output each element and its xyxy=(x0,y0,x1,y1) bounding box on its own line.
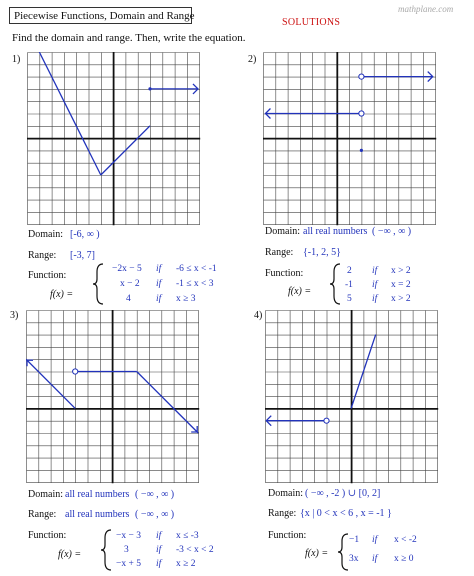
p1-case-3-expr: 4 xyxy=(126,294,131,304)
p1-case-1-if: if xyxy=(156,264,162,274)
p4-range-value: {x | 0 < x < 6 , x = -1 } xyxy=(300,508,392,519)
p1-domain-label: Domain: xyxy=(28,229,63,240)
worksheet-title: Piecewise Functions, Domain and Range xyxy=(9,7,192,24)
graph-2-open-point-lower xyxy=(359,111,364,116)
p2-case-3-cond: x > 2 xyxy=(391,294,411,304)
p1-case-3-cond: x ≥ 3 xyxy=(176,294,196,304)
p4-case-1-if: if xyxy=(372,535,378,545)
graph-2-point xyxy=(360,149,363,152)
p2-fx: f(x) = xyxy=(288,286,312,297)
p1-case-3-if: if xyxy=(156,294,162,304)
p2-case-2-expr: -1 xyxy=(345,280,353,290)
p4-case-2-cond: x ≥ 0 xyxy=(394,554,414,564)
problem-4-number: 4) xyxy=(254,310,263,321)
p2-function-label: Function: xyxy=(265,268,304,279)
brand-watermark: mathplane.com xyxy=(398,4,454,14)
p2-case-3-expr: 5 xyxy=(347,294,352,304)
p2-range-value: {-1, 2, 5} xyxy=(303,247,341,258)
p3-case-3-expr: −x + 5 xyxy=(116,559,141,569)
p1-brace xyxy=(92,262,106,306)
p3-case-1-expr: −x − 3 xyxy=(116,531,141,541)
p2-range-label: Range: xyxy=(265,247,294,258)
p3-case-2-cond: -3 < x < 2 xyxy=(176,545,214,555)
p4-case-2-expr: 3x xyxy=(349,554,359,564)
p2-domain-interval: ( −∞ , ∞ ) xyxy=(372,226,412,237)
graph-1-segment-1 xyxy=(39,52,101,175)
p4-function-label: Function: xyxy=(268,530,307,541)
p1-fx: f(x) = xyxy=(50,289,74,300)
p1-domain-value: [-6, ∞ ) xyxy=(70,229,100,240)
p3-case-3-if: if xyxy=(156,559,162,569)
p3-fx: f(x) = xyxy=(58,549,82,560)
p4-range-label: Range: xyxy=(268,508,297,519)
p2-case-3-if: if xyxy=(372,294,378,304)
problem-3-number: 3) xyxy=(10,310,19,321)
graph-3 xyxy=(26,310,204,487)
p3-case-1-cond: x ≤ -3 xyxy=(176,531,199,541)
graph-2 xyxy=(263,52,441,230)
p4-case-1-expr: −1 xyxy=(349,535,360,545)
graph-1 xyxy=(27,52,205,230)
p4-domain-value: ( −∞ , -2 ) ∪ [0, 2] xyxy=(305,488,381,499)
p4-fx: f(x) = xyxy=(305,548,329,559)
solutions-heading: SOLUTIONS xyxy=(282,17,341,28)
graph-4-open-point xyxy=(324,418,329,423)
p1-range-value: [-3, 7] xyxy=(70,250,95,261)
p2-domain-label: Domain: xyxy=(265,226,300,237)
instructions: Find the domain and range. Then, write the equation. xyxy=(12,32,246,44)
p1-case-1-cond: -6 ≤ x < -1 xyxy=(176,264,217,274)
p1-case-2-cond: -1 ≤ x < 3 xyxy=(176,279,214,289)
p3-range-interval: ( −∞ , ∞ ) xyxy=(135,509,175,520)
p3-function-label: Function: xyxy=(28,530,67,541)
p1-function-label: Function: xyxy=(28,270,67,281)
graph-1-segment-2 xyxy=(101,126,150,175)
p3-case-3-cond: x ≥ 2 xyxy=(176,559,196,569)
p2-domain-value: all real numbers xyxy=(303,226,368,237)
p3-range-label: Range: xyxy=(28,509,57,520)
p2-case-1-cond: x > 2 xyxy=(391,266,411,276)
p3-domain-label: Domain: xyxy=(28,489,63,500)
p1-case-2-if: if xyxy=(156,279,162,289)
p3-case-2-expr: 3 xyxy=(124,545,129,555)
graph-4 xyxy=(265,310,443,487)
p3-range-value: all real numbers xyxy=(65,509,130,520)
graph-1-point xyxy=(148,87,151,90)
p2-case-1-if: if xyxy=(372,266,378,276)
p2-brace xyxy=(329,262,343,306)
graph-3-ray-left xyxy=(26,359,75,408)
p1-case-1-expr: −2x − 5 xyxy=(112,264,142,274)
problem-1-number: 1) xyxy=(12,54,21,65)
p3-brace xyxy=(100,528,114,572)
graph-2-open-point-upper xyxy=(359,74,364,79)
p2-case-2-cond: x = 2 xyxy=(391,280,411,290)
p4-case-2-if: if xyxy=(372,554,378,564)
p3-domain-value: all real numbers xyxy=(65,489,130,500)
p4-case-1-cond: x < -2 xyxy=(394,535,417,545)
graph-4-segment xyxy=(351,335,376,409)
graph-3-open-point xyxy=(73,369,78,374)
p3-domain-interval: ( −∞ , ∞ ) xyxy=(135,489,175,500)
p3-case-2-if: if xyxy=(156,545,162,555)
p1-case-2-expr: x − 2 xyxy=(120,279,140,289)
p4-domain-label: Domain: xyxy=(268,488,303,499)
p2-case-2-if: if xyxy=(372,280,378,290)
p2-case-1-expr: 2 xyxy=(347,266,352,276)
graph-3-ray-right xyxy=(137,372,199,434)
p1-range-label: Range: xyxy=(28,250,57,261)
problem-2-number: 2) xyxy=(248,54,257,65)
p3-case-1-if: if xyxy=(156,531,162,541)
